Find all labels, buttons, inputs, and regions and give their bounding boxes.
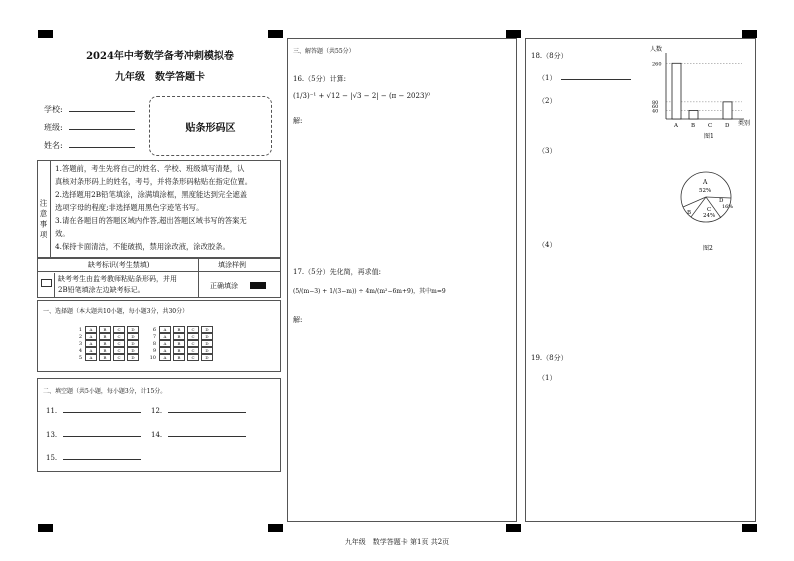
bar-chart-ylabel: 人数 — [650, 46, 663, 53]
choice-bubble[interactable]: D — [201, 354, 213, 361]
fill-section — [37, 378, 281, 472]
registration-mark — [268, 30, 283, 38]
pie-label-c-pct: 24% — [703, 213, 716, 219]
choice-row — [148, 326, 215, 333]
q17-expression: (5/(m−3) + 1/(3−m)) ÷ 4m/(m²−6m+9)，其中m=9 — [293, 288, 446, 295]
choice-row — [148, 354, 215, 361]
choice-section — [37, 300, 281, 372]
choice-bubble[interactable]: B — [173, 347, 185, 354]
choice-bubble[interactable]: C — [113, 347, 125, 354]
choice-bubble[interactable]: A — [85, 354, 97, 361]
q16-label: 16.（5分）计算: — [293, 75, 346, 83]
choice-bubble[interactable]: C — [113, 333, 125, 340]
q18-part1-answer[interactable] — [561, 79, 631, 80]
choice-bubble[interactable]: B — [173, 333, 185, 340]
pie-label-d-pct: 16% — [722, 204, 734, 210]
page-footer: 九年级 数学答题卡 第1页 共2页 — [344, 538, 450, 546]
choice-bubble[interactable]: C — [113, 354, 125, 361]
pie-label-d: D — [719, 198, 724, 204]
choice-number: 7 — [152, 334, 156, 340]
choice-bubble[interactable]: C — [113, 340, 125, 347]
pie-label-c: C — [707, 207, 712, 213]
choice-bubble[interactable]: D — [201, 347, 213, 354]
choice-bubble[interactable]: B — [173, 326, 185, 333]
fill-title: 二、填空题（共5小题，每小题3分，计15分。 — [43, 388, 167, 395]
notice-item: 4.保持卡面清洁，不能破损，禁用涂改液，涂改胶条。 — [55, 242, 230, 251]
registration-mark — [38, 30, 53, 38]
choice-bubble[interactable]: A — [159, 340, 171, 347]
choice-number: 6 — [152, 327, 156, 333]
choice-row — [74, 326, 141, 333]
fill-item-number: 14. — [151, 431, 163, 439]
choice-row — [148, 333, 215, 340]
pie-label-a: A — [703, 179, 708, 186]
student-info — [44, 104, 144, 158]
q17-label: 17.（5分）先化简，再求值: — [293, 268, 381, 276]
fill-answer-line[interactable] — [63, 436, 141, 437]
choice-grid-left — [74, 326, 141, 361]
barcode-area — [149, 96, 272, 156]
bar-category-label: D — [725, 123, 730, 129]
pie-label-a-pct: 52% — [699, 188, 712, 194]
q16-expression: (1/3)⁻¹ + √12 − |√3 − 2| − (π − 2023)⁰ — [293, 92, 430, 100]
fill-item-number: 11. — [46, 407, 58, 415]
choice-bubble[interactable]: C — [113, 326, 125, 333]
q19-part-label: （1） — [538, 374, 557, 382]
solve-title: 三、解答题（共55分） — [293, 48, 355, 55]
page-title: 2024年中考数学备考冲刺模拟卷 — [86, 51, 234, 62]
page-subtitle: 九年级 数学答题卡 — [115, 72, 205, 83]
fill-item-number: 15. — [46, 454, 58, 462]
choice-bubble[interactable]: D — [201, 326, 213, 333]
notice-item: 2.选择题用2B铅笔填涂，涂满填涂框，黑度能达到完全遮盖 — [55, 190, 248, 199]
q18-label: 18.（8分） — [531, 52, 568, 60]
pie-chart-figure2 — [676, 167, 746, 257]
bar-category-label: B — [691, 123, 696, 129]
choice-bubble[interactable]: A — [85, 326, 97, 333]
absent-header: 缺考标识(考生禁填) — [88, 261, 150, 269]
choice-number: 9 — [152, 348, 156, 354]
choice-row — [148, 340, 215, 347]
fill-answer-line[interactable] — [168, 412, 246, 413]
fill-answer-line[interactable] — [63, 459, 141, 460]
bar-chart-tick-label: 80 — [652, 99, 659, 106]
choice-row — [74, 354, 141, 361]
choice-bubble[interactable]: D — [127, 333, 139, 340]
name-field[interactable] — [69, 147, 135, 148]
choice-bubble[interactable]: B — [99, 326, 111, 333]
bar-chart-tick-label: 260 — [652, 61, 662, 68]
choice-bubble[interactable]: A — [159, 326, 171, 333]
bar-chart-figure1 — [638, 41, 754, 141]
name-label: 姓名: — [44, 141, 63, 150]
choice-bubble[interactable]: A — [85, 333, 97, 340]
bar-category-label: C — [708, 123, 713, 129]
absent-checkbox[interactable] — [41, 279, 52, 287]
choice-number: 10 — [149, 355, 156, 361]
school-label: 学校: — [44, 105, 63, 114]
q16-answer-area[interactable] — [293, 127, 511, 257]
sample-header: 填涂样例 — [218, 261, 246, 269]
solve-section — [287, 38, 517, 522]
q17-answer-area[interactable] — [293, 327, 511, 512]
bar-chart-xlabel: 类别 — [738, 120, 751, 127]
q17-answer-label: 解: — [293, 316, 303, 324]
choice-bubble[interactable]: C — [187, 340, 199, 347]
fill-item-number: 12. — [151, 407, 163, 415]
notice-item: 选项字母的程度;非选择题用黑色字迹笔书写。 — [55, 203, 204, 212]
fill-answer-line[interactable] — [168, 436, 246, 437]
absent-text-line: 缺考考生由监考教师粘贴条形码，并用 — [58, 275, 177, 283]
choice-bubble[interactable]: D — [201, 340, 213, 347]
q19-label: 19.（8分） — [531, 354, 568, 362]
choice-bubble[interactable]: A — [85, 347, 97, 354]
absent-text-line: 2B铅笔填涂左边缺考标记。 — [58, 286, 145, 294]
q18-part-label: （3） — [538, 147, 557, 155]
choice-bubble[interactable]: B — [99, 347, 111, 354]
notice-item: 真核对条形码上的姓名，考号，并将条形码粘贴在指定位置。 — [55, 177, 253, 186]
choice-bubble[interactable]: A — [159, 333, 171, 340]
choice-bubble[interactable]: C — [187, 333, 199, 340]
bar — [672, 63, 681, 119]
choice-bubble[interactable]: B — [99, 333, 111, 340]
correct-fill-sample — [250, 282, 266, 289]
registration-mark — [38, 524, 53, 532]
choice-title: 一、选择题（本大题共10小题，每小题3分，共30分） — [43, 308, 189, 315]
choice-bubble[interactable]: D — [127, 347, 139, 354]
choice-row — [74, 340, 141, 347]
choice-grid-right — [148, 326, 215, 361]
choice-bubble[interactable]: D — [127, 326, 139, 333]
notice-item: 1.答题前，考生先将自己的姓名、学校、班级填写清楚，认 — [55, 164, 245, 173]
absent-box — [37, 258, 281, 298]
registration-mark — [506, 524, 521, 532]
notice-side-title: 注意事项 — [38, 161, 51, 257]
correct-fill-label: 正确填涂 — [210, 282, 238, 290]
choice-bubble[interactable]: B — [99, 354, 111, 361]
class-field[interactable] — [69, 129, 135, 130]
q18-q19-section — [525, 38, 756, 522]
bar-category-label: A — [674, 123, 678, 129]
figure2-caption: 图2 — [703, 245, 713, 252]
notice-box — [37, 160, 281, 258]
choice-row — [74, 347, 141, 354]
choice-bubble[interactable]: A — [85, 340, 97, 347]
bar-chart-tick-label: 40 — [652, 108, 659, 115]
choice-bubble[interactable]: D — [127, 340, 139, 347]
choice-row — [74, 333, 141, 340]
fill-item-number: 13. — [46, 431, 58, 439]
choice-number: 8 — [152, 341, 156, 347]
figure1-caption: 图1 — [704, 133, 714, 140]
registration-mark — [506, 30, 521, 38]
choice-number: 4 — [78, 348, 82, 354]
choice-bubble[interactable]: C — [187, 326, 199, 333]
fill-answer-line[interactable] — [63, 412, 141, 413]
pie-label-b: B — [687, 210, 692, 216]
bar — [689, 110, 698, 119]
choice-bubble[interactable]: A — [159, 354, 171, 361]
bar — [723, 102, 732, 119]
barcode-label: 贴条形码区 — [185, 123, 236, 134]
choice-bubble[interactable]: C — [187, 354, 199, 361]
bar-chart-tick-label: 60 — [652, 104, 659, 111]
choice-bubble[interactable]: D — [127, 354, 139, 361]
notice-item: 3.请在各题目的答题区域内作答,超出答题区域书写的答案无 — [55, 216, 247, 225]
class-label: 班级: — [44, 123, 63, 132]
choice-bubble[interactable]: D — [201, 333, 213, 340]
registration-mark — [742, 524, 757, 532]
choice-bubble[interactable]: C — [187, 347, 199, 354]
q19-answer-area[interactable] — [531, 385, 750, 515]
school-field[interactable] — [69, 111, 135, 112]
choice-bubble[interactable]: A — [159, 347, 171, 354]
q18-part-label: （4） — [538, 241, 557, 249]
choice-bubble[interactable]: B — [173, 340, 185, 347]
registration-mark — [742, 30, 757, 38]
registration-mark — [268, 524, 283, 532]
choice-row — [148, 347, 215, 354]
choice-number: 3 — [78, 341, 82, 347]
q18-part-label: （2） — [538, 97, 557, 105]
notice-item: 效。 — [55, 229, 70, 238]
choice-bubble[interactable]: B — [99, 340, 111, 347]
q16-answer-label: 解: — [293, 117, 303, 125]
choice-number: 5 — [78, 355, 82, 361]
choice-number: 1 — [78, 327, 82, 333]
choice-bubble[interactable]: B — [173, 354, 185, 361]
q18-part-label: （1） — [538, 74, 557, 82]
absent-text — [58, 274, 177, 296]
choice-number: 2 — [78, 334, 82, 340]
